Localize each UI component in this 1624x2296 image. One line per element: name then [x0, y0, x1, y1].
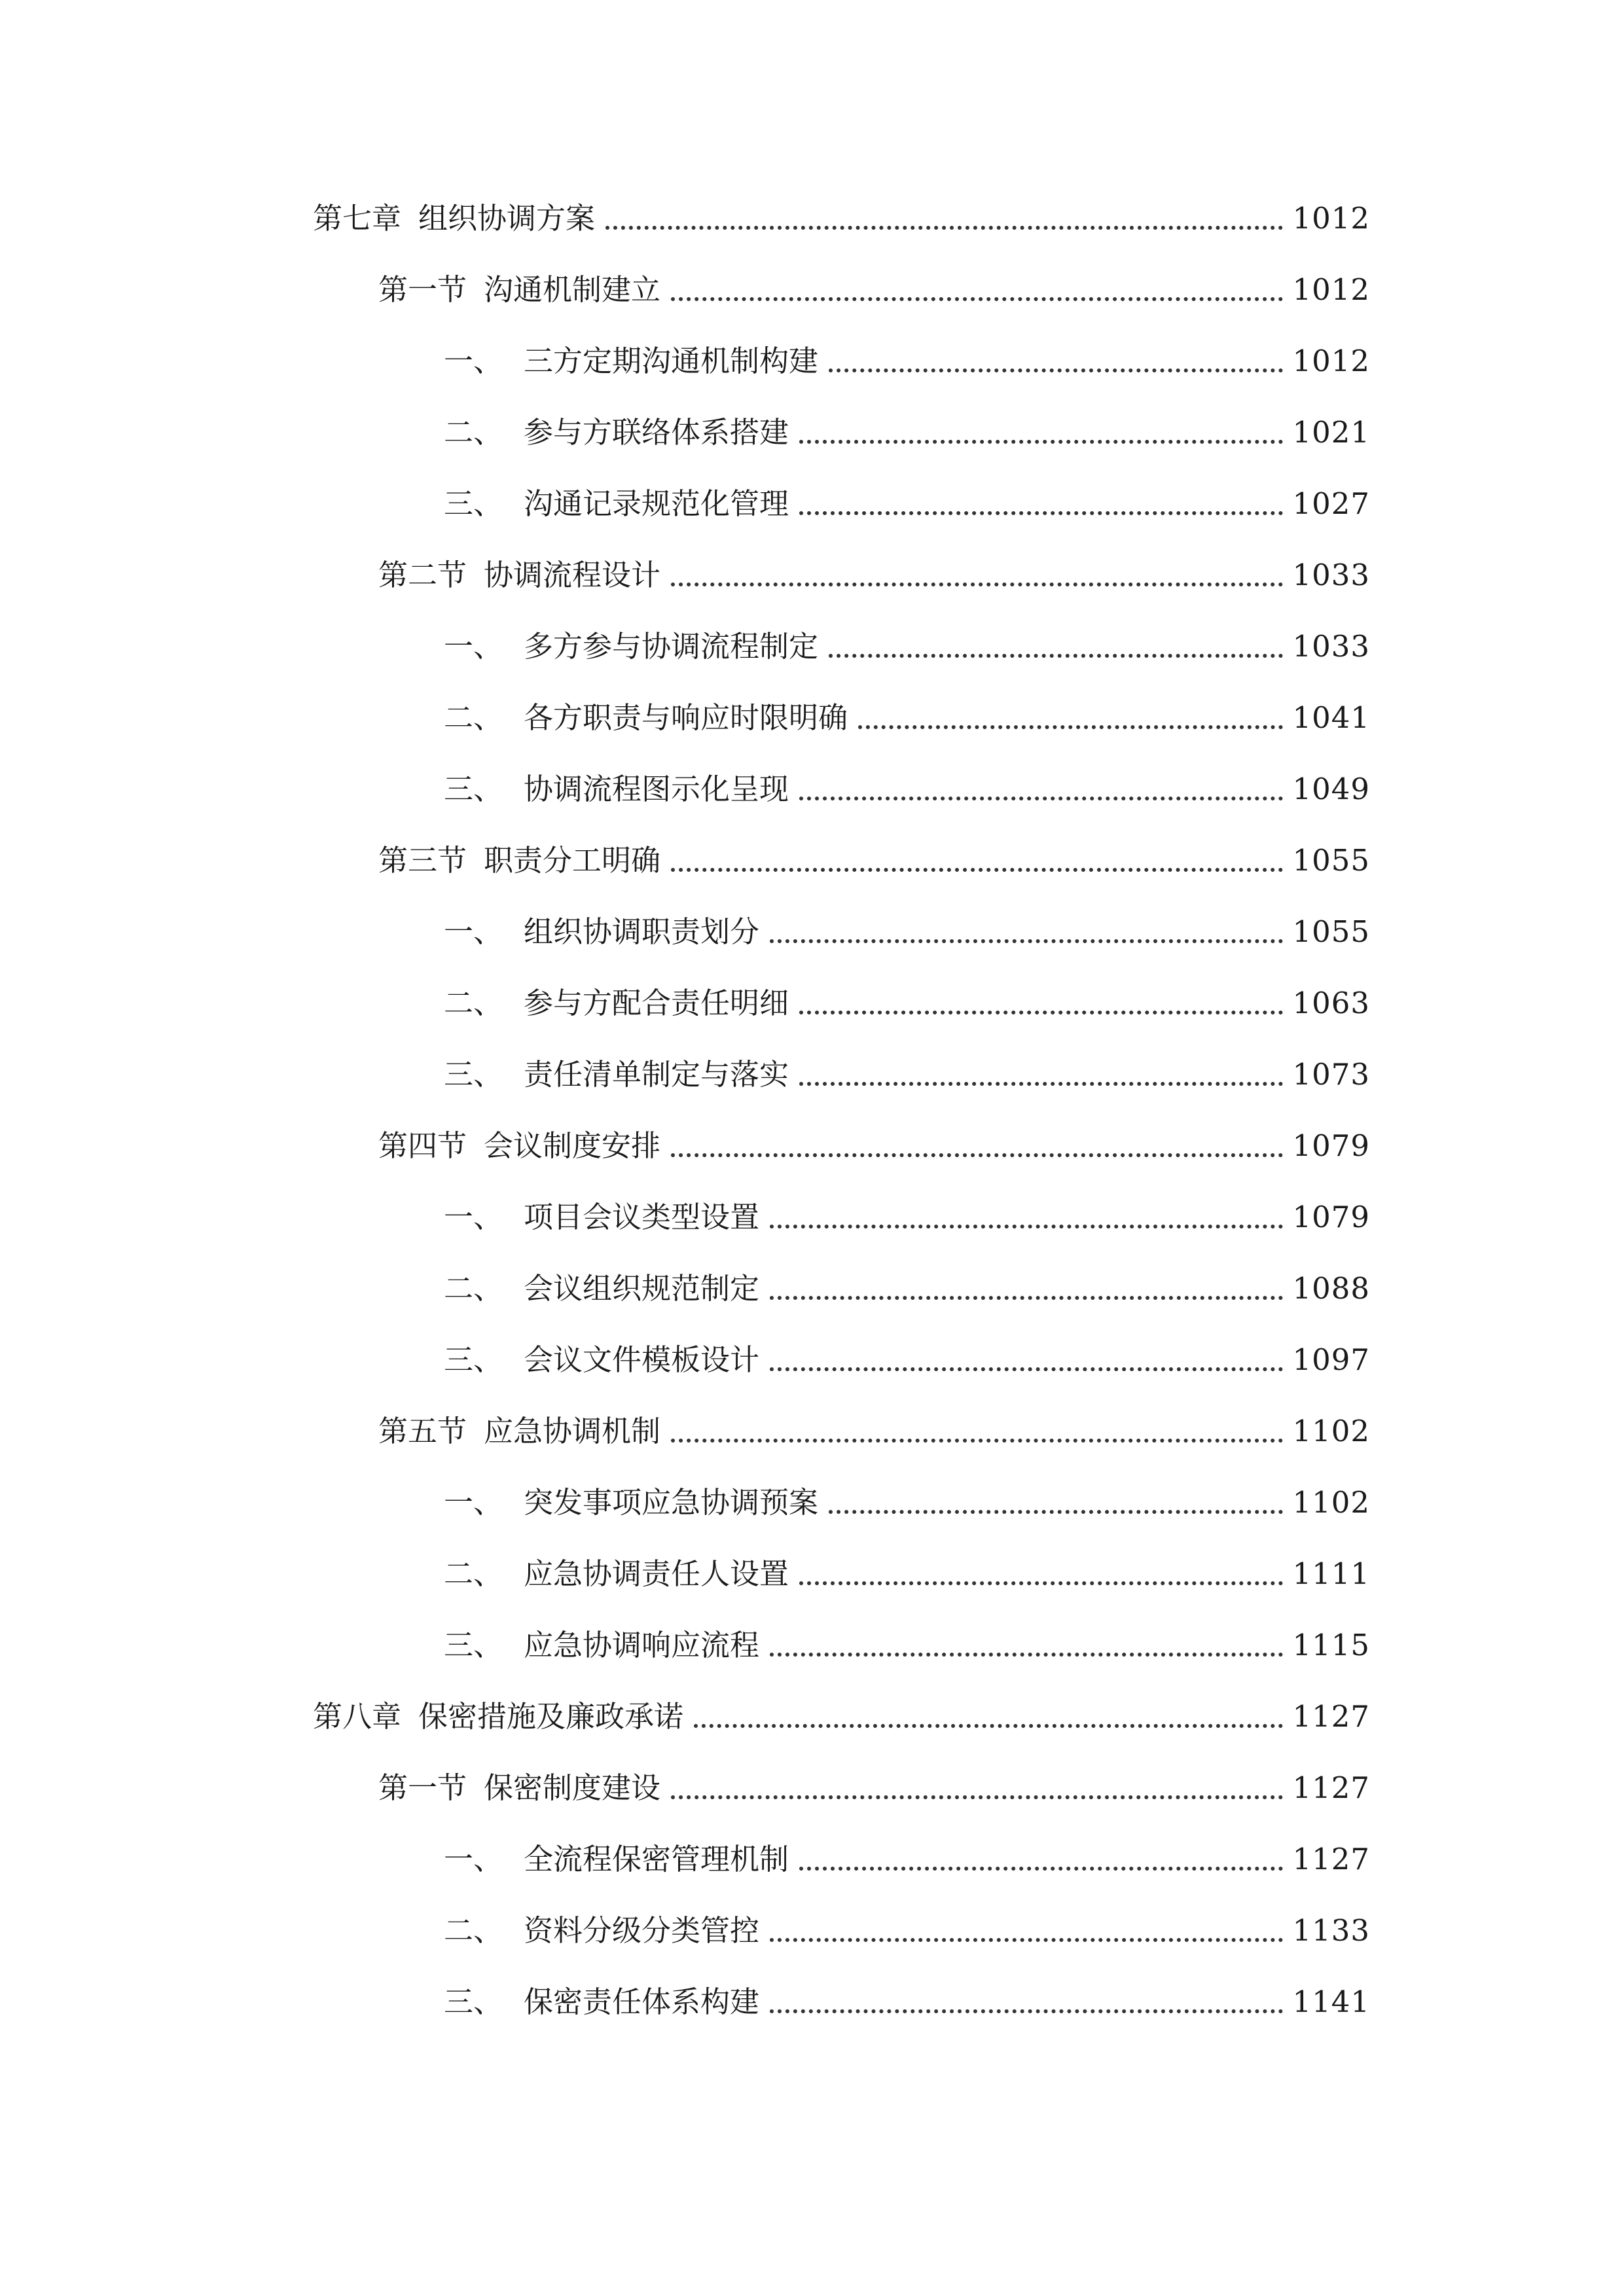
toc-entry-subsection[interactable] — [444, 906, 1370, 958]
entry-page-number: 1049 — [1292, 772, 1370, 806]
toc-entry-subsection[interactable] — [444, 335, 1370, 387]
entry-page-number: 1073 — [1292, 1057, 1370, 1092]
entry-page-number: 1027 — [1292, 486, 1370, 521]
entry-number: 第一节 — [378, 1770, 467, 1805]
dot-leader — [671, 1439, 1283, 1443]
entry-title: 应急协调机制 — [484, 1414, 661, 1448]
dot-leader — [799, 440, 1283, 444]
entry-page-number: 1127 — [1292, 1770, 1370, 1805]
toc-entry-chapter[interactable] — [313, 192, 1370, 245]
entry-number: 三、 — [444, 772, 503, 806]
toc-entry-section[interactable] — [378, 1120, 1370, 1172]
entry-page-number: 1012 — [1292, 344, 1370, 378]
entry-title: 保密责任体系构建 — [524, 1984, 760, 2019]
dot-leader — [770, 1225, 1283, 1229]
entry-page-number: 1055 — [1292, 843, 1370, 878]
dot-leader — [671, 583, 1283, 586]
entry-page-number: 1079 — [1292, 1200, 1370, 1234]
entry-number: 第七章 — [313, 201, 402, 236]
entry-page-number: 1088 — [1292, 1271, 1370, 1306]
entry-number: 第二节 — [378, 558, 467, 592]
entry-title: 职责分工明确 — [484, 843, 661, 878]
toc-entry-subsection[interactable] — [444, 478, 1370, 530]
toc-entry-subsection[interactable] — [444, 1905, 1370, 1957]
entry-title: 突发事项应急协调预案 — [524, 1485, 819, 1520]
toc-entry-section[interactable] — [378, 1405, 1370, 1458]
entry-page-number: 1012 — [1292, 201, 1370, 236]
entry-number: 第一节 — [378, 272, 467, 307]
entry-number: 一、 — [444, 1200, 503, 1234]
entry-title: 应急协调责任人设置 — [524, 1556, 789, 1591]
toc-entry-subsection[interactable] — [444, 692, 1370, 744]
entry-number: 一、 — [444, 629, 503, 664]
entry-title: 保密制度建设 — [484, 1770, 661, 1805]
dot-leader — [799, 797, 1283, 800]
dot-leader — [799, 1011, 1283, 1014]
dot-leader — [694, 1724, 1283, 1728]
toc-entry-subsection[interactable] — [444, 1976, 1370, 2028]
toc-entry-subsection[interactable] — [444, 1049, 1370, 1101]
dot-leader — [829, 654, 1283, 658]
dot-leader — [770, 1296, 1283, 1300]
entry-number: 第八章 — [313, 1699, 402, 1734]
entry-title: 沟通记录规范化管理 — [524, 486, 789, 521]
entry-number: 第五节 — [378, 1414, 467, 1448]
entry-number: 三、 — [444, 486, 503, 521]
entry-number: 第四节 — [378, 1128, 467, 1163]
toc-entry-subsection[interactable] — [444, 977, 1370, 1030]
toc-entry-subsection[interactable] — [444, 1477, 1370, 1529]
entry-page-number: 1041 — [1292, 700, 1370, 735]
entry-number: 一、 — [444, 344, 503, 378]
dot-leader — [829, 1510, 1283, 1514]
entry-number: 第三节 — [378, 843, 467, 878]
entry-page-number: 1055 — [1292, 914, 1370, 949]
entry-page-number: 1033 — [1292, 629, 1370, 664]
entry-number: 一、 — [444, 1485, 503, 1520]
entry-title: 资料分级分类管控 — [524, 1913, 760, 1948]
entry-title: 应急协调响应流程 — [524, 1628, 760, 1662]
toc-entry-section[interactable] — [378, 834, 1370, 887]
toc-entry-section[interactable] — [378, 264, 1370, 316]
entry-page-number: 1097 — [1292, 1342, 1370, 1377]
entry-page-number: 1141 — [1292, 1984, 1370, 2019]
entry-page-number: 1033 — [1292, 558, 1370, 592]
toc-entry-subsection[interactable] — [444, 620, 1370, 673]
entry-page-number: 1111 — [1292, 1556, 1370, 1591]
entry-title: 沟通机制建立 — [484, 272, 661, 307]
toc-entry-subsection[interactable] — [444, 763, 1370, 816]
toc-entry-subsection[interactable] — [444, 1263, 1370, 1315]
entry-number: 一、 — [444, 1842, 503, 1876]
entry-number: 二、 — [444, 1913, 503, 1948]
toc-entry-chapter[interactable] — [313, 1691, 1370, 1743]
dot-leader — [770, 939, 1283, 943]
dot-leader — [671, 1153, 1283, 1157]
toc-entry-section[interactable] — [378, 1762, 1370, 1814]
entry-page-number: 1063 — [1292, 986, 1370, 1020]
entry-number: 二、 — [444, 415, 503, 450]
dot-leader — [799, 1082, 1283, 1086]
toc-entry-subsection[interactable] — [444, 1548, 1370, 1600]
dot-leader — [671, 868, 1283, 872]
entry-title: 保密措施及廉政承诺 — [418, 1699, 684, 1734]
dot-leader — [770, 1653, 1283, 1657]
entry-page-number: 1021 — [1292, 415, 1370, 450]
toc-entry-subsection[interactable] — [444, 1334, 1370, 1386]
entry-page-number: 1127 — [1292, 1842, 1370, 1876]
entry-page-number: 1127 — [1292, 1699, 1370, 1734]
entry-title: 会议组织规范制定 — [524, 1271, 760, 1306]
entry-number: 一、 — [444, 914, 503, 949]
entry-number: 二、 — [444, 700, 503, 735]
entry-number: 二、 — [444, 986, 503, 1020]
entry-title: 责任清单制定与落实 — [524, 1057, 789, 1092]
toc-entry-subsection[interactable] — [444, 1619, 1370, 1672]
entry-number: 二、 — [444, 1556, 503, 1591]
entry-page-number: 1079 — [1292, 1128, 1370, 1163]
entry-title: 组织协调职责划分 — [524, 914, 760, 949]
entry-title: 多方参与协调流程制定 — [524, 629, 819, 664]
entry-title: 参与方配合责任明细 — [524, 986, 789, 1020]
dot-leader — [770, 2009, 1283, 2013]
entry-number: 二、 — [444, 1271, 503, 1306]
entry-title: 项目会议类型设置 — [524, 1200, 760, 1234]
entry-number: 三、 — [444, 1057, 503, 1092]
entry-title: 参与方联络体系搭建 — [524, 415, 789, 450]
entry-title: 全流程保密管理机制 — [524, 1842, 789, 1876]
toc-entry-subsection[interactable] — [444, 406, 1370, 459]
entry-page-number: 1133 — [1292, 1913, 1370, 1948]
dot-leader — [799, 1581, 1283, 1585]
dot-leader — [858, 725, 1283, 729]
dot-leader — [829, 368, 1283, 372]
entry-number: 三、 — [444, 1628, 503, 1662]
entry-number: 三、 — [444, 1984, 503, 2019]
entry-title: 各方职责与响应时限明确 — [524, 700, 848, 735]
entry-title: 协调流程图示化呈现 — [524, 772, 789, 806]
toc-entry-section[interactable] — [378, 549, 1370, 601]
entry-page-number: 1115 — [1292, 1628, 1370, 1662]
dot-leader — [799, 511, 1283, 515]
entry-title: 三方定期沟通机制构建 — [524, 344, 819, 378]
toc-entry-subsection[interactable] — [444, 1833, 1370, 1886]
entry-title: 组织协调方案 — [418, 201, 596, 236]
toc-entry-subsection[interactable] — [444, 1191, 1370, 1244]
entry-page-number: 1102 — [1292, 1485, 1370, 1520]
entry-page-number: 1102 — [1292, 1414, 1370, 1448]
dot-leader — [770, 1938, 1283, 1942]
dot-leader — [799, 1867, 1283, 1871]
dot-leader — [605, 226, 1283, 230]
entry-number: 三、 — [444, 1342, 503, 1377]
dot-leader — [770, 1367, 1283, 1371]
entry-title: 会议文件模板设计 — [524, 1342, 760, 1377]
dot-leader — [671, 1795, 1283, 1799]
entry-title: 协调流程设计 — [484, 558, 661, 592]
dot-leader — [671, 297, 1283, 301]
entry-title: 会议制度安排 — [484, 1128, 661, 1163]
entry-page-number: 1012 — [1292, 272, 1370, 307]
